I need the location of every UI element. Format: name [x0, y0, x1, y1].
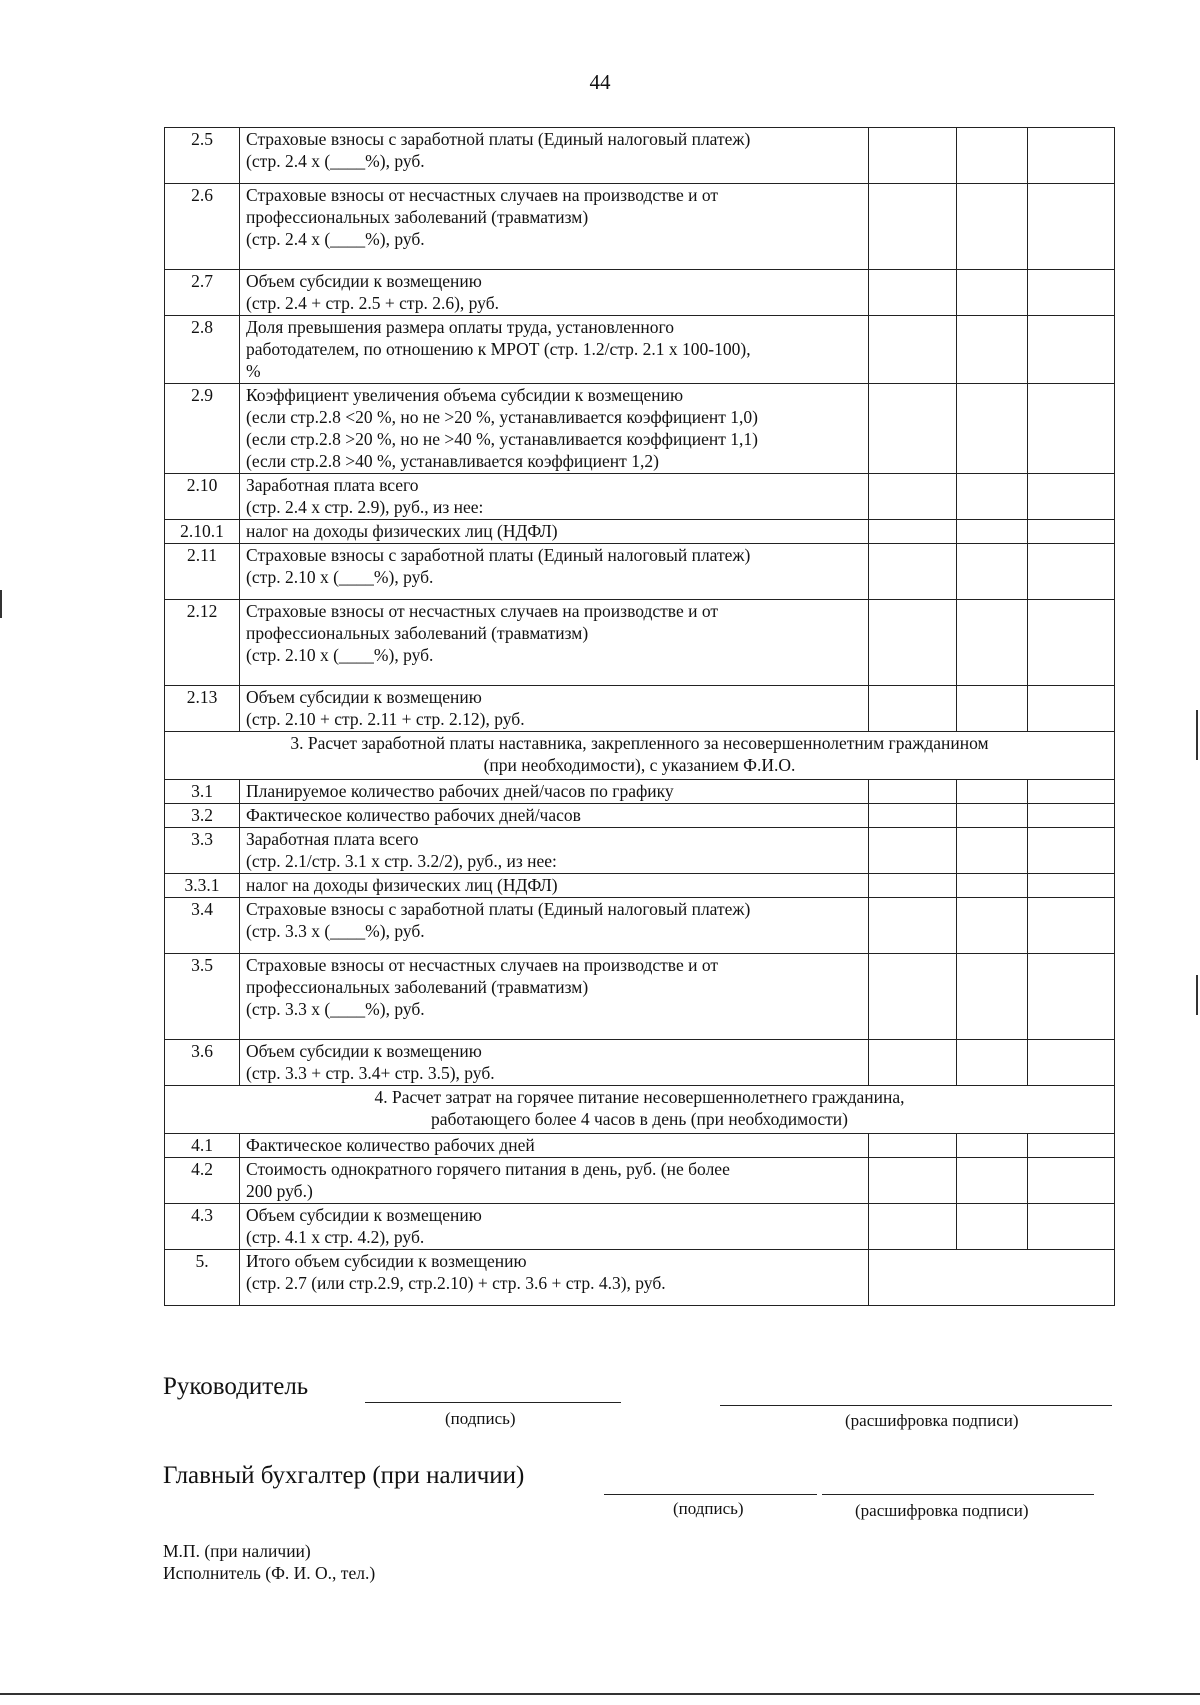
row-description-line: Фактическое количество рабочих дней/часов	[246, 805, 581, 825]
row-description-line: Страховые взносы от несчастных случаев на производстве и от	[246, 955, 718, 975]
value-cell[interactable]	[1028, 474, 1115, 520]
row-description	[240, 780, 869, 804]
value-cell[interactable]	[957, 780, 1028, 804]
row-number: 2.5	[165, 128, 240, 184]
row-description-line: профессиональных заболеваний (травматизм)	[246, 977, 589, 997]
value-cell[interactable]	[1028, 544, 1115, 600]
section-title-line: (при необходимости), с указанием Ф.И.О.	[483, 755, 796, 775]
value-cell[interactable]	[1028, 128, 1115, 184]
value-cell[interactable]	[869, 544, 957, 600]
value-cell[interactable]	[1028, 184, 1115, 270]
table-row	[165, 520, 1115, 544]
row-number: 2.10.1	[165, 520, 240, 544]
value-cell[interactable]	[1028, 270, 1115, 316]
row-description	[240, 474, 869, 520]
chief-accountant-title: Главный бухгалтер (при наличии)	[163, 1462, 525, 1489]
chief-decode-caption: (расшифровка подписи)	[855, 1501, 1029, 1520]
row-number: 4.2	[165, 1158, 240, 1204]
value-cell[interactable]	[1028, 1134, 1115, 1158]
table-row	[165, 804, 1115, 828]
scan-edge-mark	[1196, 975, 1198, 1015]
row-number: 3.4	[165, 898, 240, 954]
value-cell[interactable]	[869, 828, 957, 874]
value-cell[interactable]	[957, 1134, 1028, 1158]
row-description	[240, 954, 869, 1040]
row-number: 2.6	[165, 184, 240, 270]
head-decode-line[interactable]	[720, 1405, 1112, 1406]
row-description	[240, 270, 869, 316]
value-cell[interactable]	[957, 874, 1028, 898]
row-description-line: Объем субсидии к возмещению	[246, 1205, 482, 1225]
row-description-line: (если стр.2.8 <20 %, но не >20 %, устанавливается коэффициент 1,0)	[246, 407, 758, 427]
value-cell[interactable]	[869, 898, 957, 954]
row-description	[240, 1158, 869, 1204]
value-cell[interactable]	[1028, 804, 1115, 828]
value-cell[interactable]	[957, 828, 1028, 874]
row-number: 2.7	[165, 270, 240, 316]
value-cell[interactable]	[869, 270, 957, 316]
row-description-line: (стр. 4.1 х стр. 4.2), руб.	[246, 1227, 425, 1247]
table-row	[165, 1040, 1115, 1086]
value-cell[interactable]	[957, 520, 1028, 544]
table-row	[165, 384, 1115, 474]
row-description	[240, 804, 869, 828]
value-cell[interactable]	[957, 270, 1028, 316]
row-description-line: Фактическое количество рабочих дней	[246, 1135, 535, 1155]
value-cell[interactable]	[1028, 384, 1115, 474]
row-description-line: 200 руб.)	[246, 1181, 313, 1201]
scan-edge-bottom	[0, 1693, 1200, 1695]
value-cell[interactable]	[1028, 828, 1115, 874]
value-cell[interactable]	[869, 128, 957, 184]
row-description-line: работодателем, по отношению к МРОТ (стр. 1.2/стр. 2.1 х 100-100),	[246, 339, 751, 359]
scan-edge-mark	[0, 590, 2, 618]
row-description-line: (если стр.2.8 >20 %, но не >40 %, устанавливается коэффициент 1,1)	[246, 429, 758, 449]
table-row	[165, 954, 1115, 1040]
calculation-table	[164, 127, 1115, 1306]
row-description-line: (стр. 2.4 х стр. 2.9), руб., из нее:	[246, 497, 484, 517]
row-description-line: Коэффициент увеличения объема субсидии к возмещению	[246, 385, 684, 405]
value-cell[interactable]	[869, 474, 957, 520]
value-cell[interactable]	[957, 474, 1028, 520]
table-row	[165, 828, 1115, 874]
row-description	[240, 1040, 869, 1086]
table-row	[165, 898, 1115, 954]
row-description-line: (стр. 3.3 + стр. 3.4+ стр. 3.5), руб.	[246, 1063, 495, 1083]
table-row	[165, 184, 1115, 270]
row-description	[240, 600, 869, 686]
row-description-line: (если стр.2.8 >40 %, устанавливается коэффициент 1,2)	[246, 451, 659, 471]
section-title-line: 4. Расчет затрат на горячее питание несовершеннолетнего гражданина,	[374, 1087, 905, 1107]
chief-signature-line[interactable]	[604, 1494, 817, 1495]
table-row	[165, 316, 1115, 384]
value-cell[interactable]	[869, 1158, 957, 1204]
value-cell[interactable]	[1028, 686, 1115, 732]
table-row	[165, 780, 1115, 804]
row-description-line: (стр. 3.3 х (____%), руб.	[246, 921, 425, 941]
value-cell[interactable]	[1028, 1158, 1115, 1204]
value-cell[interactable]	[1028, 316, 1115, 384]
section-title-line: 3. Расчет заработной платы наставника, закрепленного за несовершеннолетним гражданином	[290, 733, 989, 753]
row-number: 4.1	[165, 1134, 240, 1158]
value-cell[interactable]	[869, 1204, 957, 1250]
section-title-line: работающего более 4 часов в день (при необходимости)	[431, 1109, 848, 1129]
row-description-line: Объем субсидии к возмещению	[246, 687, 482, 707]
row-description-line: Страховые взносы с заработной платы (Единый налоговый платеж)	[246, 545, 751, 565]
row-number: 2.10	[165, 474, 240, 520]
table-row	[165, 474, 1115, 520]
value-cell[interactable]	[869, 780, 957, 804]
row-description	[240, 1204, 869, 1250]
value-cell[interactable]	[957, 686, 1028, 732]
table-row	[165, 128, 1115, 184]
row-description	[240, 686, 869, 732]
row-description-line: (стр. 2.7 (или стр.2.9, стр.2.10) + стр. 3.6 + стр. 4.3), руб.	[246, 1273, 666, 1293]
row-description-line: Страховые взносы с заработной платы (Единый налоговый платеж)	[246, 129, 751, 149]
row-number: 2.11	[165, 544, 240, 600]
row-number: 3.6	[165, 1040, 240, 1086]
row-number: 3.3.1	[165, 874, 240, 898]
table-row	[165, 270, 1115, 316]
row-description	[240, 828, 869, 874]
row-description-line: Страховые взносы от несчастных случаев на производстве и от	[246, 185, 718, 205]
row-number: 3.2	[165, 804, 240, 828]
value-cell[interactable]	[869, 954, 957, 1040]
head-sign-caption: (подпись)	[445, 1409, 516, 1428]
section-header-row	[165, 732, 1115, 780]
row-description-line: Заработная плата всего	[246, 475, 419, 495]
row-number: 5.	[165, 1250, 240, 1306]
row-description-line: Доля превышения размера оплаты труда, установленного	[246, 317, 674, 337]
row-description-line: (стр. 2.4 х (____%), руб.	[246, 151, 425, 171]
value-cell[interactable]	[957, 1158, 1028, 1204]
row-description-line: профессиональных заболеваний (травматизм)	[246, 623, 589, 643]
row-description-line: налог на доходы физических лиц (НДФЛ)	[246, 875, 558, 895]
row-description-line: Объем субсидии к возмещению	[246, 1041, 482, 1061]
value-cell[interactable]	[869, 804, 957, 828]
value-cell[interactable]	[957, 804, 1028, 828]
row-description-line: Страховые взносы от несчастных случаев на производстве и от	[246, 601, 718, 621]
row-description-line: %	[246, 361, 261, 381]
value-cell[interactable]	[957, 1204, 1028, 1250]
row-description-line: (стр. 2.1/стр. 3.1 х стр. 3.2/2), руб., из нее:	[246, 851, 557, 871]
page-number: 44	[589, 70, 611, 94]
row-description	[240, 874, 869, 898]
value-cell[interactable]	[869, 1250, 1115, 1306]
row-description	[240, 1134, 869, 1158]
row-description	[240, 520, 869, 544]
table-row	[165, 600, 1115, 686]
value-cell[interactable]	[957, 1040, 1028, 1086]
row-description	[240, 128, 869, 184]
row-number: 2.12	[165, 600, 240, 686]
value-cell[interactable]	[957, 184, 1028, 270]
value-cell[interactable]	[1028, 520, 1115, 544]
value-cell[interactable]	[957, 954, 1028, 1040]
table-row	[165, 1250, 1115, 1306]
row-description	[240, 898, 869, 954]
row-description-line: (стр. 2.4 + стр. 2.5 + стр. 2.6), руб.	[246, 293, 499, 313]
executor-note: Исполнитель (Ф. И. О., тел.)	[163, 1563, 376, 1583]
value-cell[interactable]	[869, 1040, 957, 1086]
row-description-line: Планируемое количество рабочих дней/часов по графику	[246, 781, 674, 801]
row-description-line: (стр. 2.10 х (____%), руб.	[246, 645, 434, 665]
row-description	[240, 184, 869, 270]
value-cell[interactable]	[957, 128, 1028, 184]
table-row	[165, 1204, 1115, 1250]
row-description-line: Заработная плата всего	[246, 829, 419, 849]
row-description	[240, 316, 869, 384]
row-number: 2.13	[165, 686, 240, 732]
value-cell[interactable]	[869, 520, 957, 544]
row-description-line: (стр. 2.10 + стр. 2.11 + стр. 2.12), руб.	[246, 709, 525, 729]
row-number: 4.3	[165, 1204, 240, 1250]
value-cell[interactable]	[1028, 1040, 1115, 1086]
section-header-row	[165, 1086, 1115, 1134]
row-number: 2.8	[165, 316, 240, 384]
value-cell[interactable]	[957, 544, 1028, 600]
row-description	[240, 384, 869, 474]
value-cell[interactable]	[869, 384, 957, 474]
table-row	[165, 686, 1115, 732]
value-cell[interactable]	[1028, 1204, 1115, 1250]
row-number: 3.1	[165, 780, 240, 804]
value-cell[interactable]	[957, 600, 1028, 686]
value-cell[interactable]	[1028, 874, 1115, 898]
value-cell[interactable]	[957, 898, 1028, 954]
row-description-line: Страховые взносы с заработной платы (Единый налоговый платеж)	[246, 899, 751, 919]
table-row	[165, 1158, 1115, 1204]
row-number: 2.9	[165, 384, 240, 474]
row-description-line: Стоимость однократного горячего питания в день, руб. (не более	[246, 1159, 730, 1179]
stamp-note: М.П. (при наличии)	[163, 1541, 311, 1561]
row-description	[240, 544, 869, 600]
value-cell[interactable]	[869, 316, 957, 384]
head-signature-line[interactable]	[365, 1402, 621, 1403]
value-cell[interactable]	[1028, 954, 1115, 1040]
row-description-line: Объем субсидии к возмещению	[246, 271, 482, 291]
section-title	[165, 1086, 1115, 1134]
row-number: 3.3	[165, 828, 240, 874]
chief-sign-caption: (подпись)	[673, 1499, 744, 1518]
row-description-line: (стр. 2.10 х (____%), руб.	[246, 567, 434, 587]
row-description	[240, 1250, 869, 1306]
head-title: Руководитель	[163, 1373, 309, 1400]
value-cell[interactable]	[869, 874, 957, 898]
row-description-line: Итого объем субсидии к возмещению	[246, 1251, 527, 1271]
value-cell[interactable]	[869, 184, 957, 270]
value-cell[interactable]	[869, 686, 957, 732]
value-cell[interactable]	[1028, 780, 1115, 804]
section-title	[165, 732, 1115, 780]
table-row	[165, 544, 1115, 600]
chief-decode-line[interactable]	[822, 1494, 1094, 1495]
scan-edge-mark	[1196, 710, 1198, 760]
value-cell[interactable]	[957, 316, 1028, 384]
row-description-line: налог на доходы физических лиц (НДФЛ)	[246, 521, 558, 541]
value-cell[interactable]	[1028, 600, 1115, 686]
row-description-line: (стр. 3.3 х (____%), руб.	[246, 999, 425, 1019]
value-cell[interactable]	[1028, 898, 1115, 954]
table-row	[165, 874, 1115, 898]
row-description-line: профессиональных заболеваний (травматизм)	[246, 207, 589, 227]
row-description-line: (стр. 2.4 х (____%), руб.	[246, 229, 425, 249]
value-cell[interactable]	[869, 1134, 957, 1158]
head-decode-caption: (расшифровка подписи)	[845, 1411, 1019, 1430]
table-row	[165, 1134, 1115, 1158]
value-cell[interactable]	[957, 384, 1028, 474]
row-number: 3.5	[165, 954, 240, 1040]
value-cell[interactable]	[869, 600, 957, 686]
